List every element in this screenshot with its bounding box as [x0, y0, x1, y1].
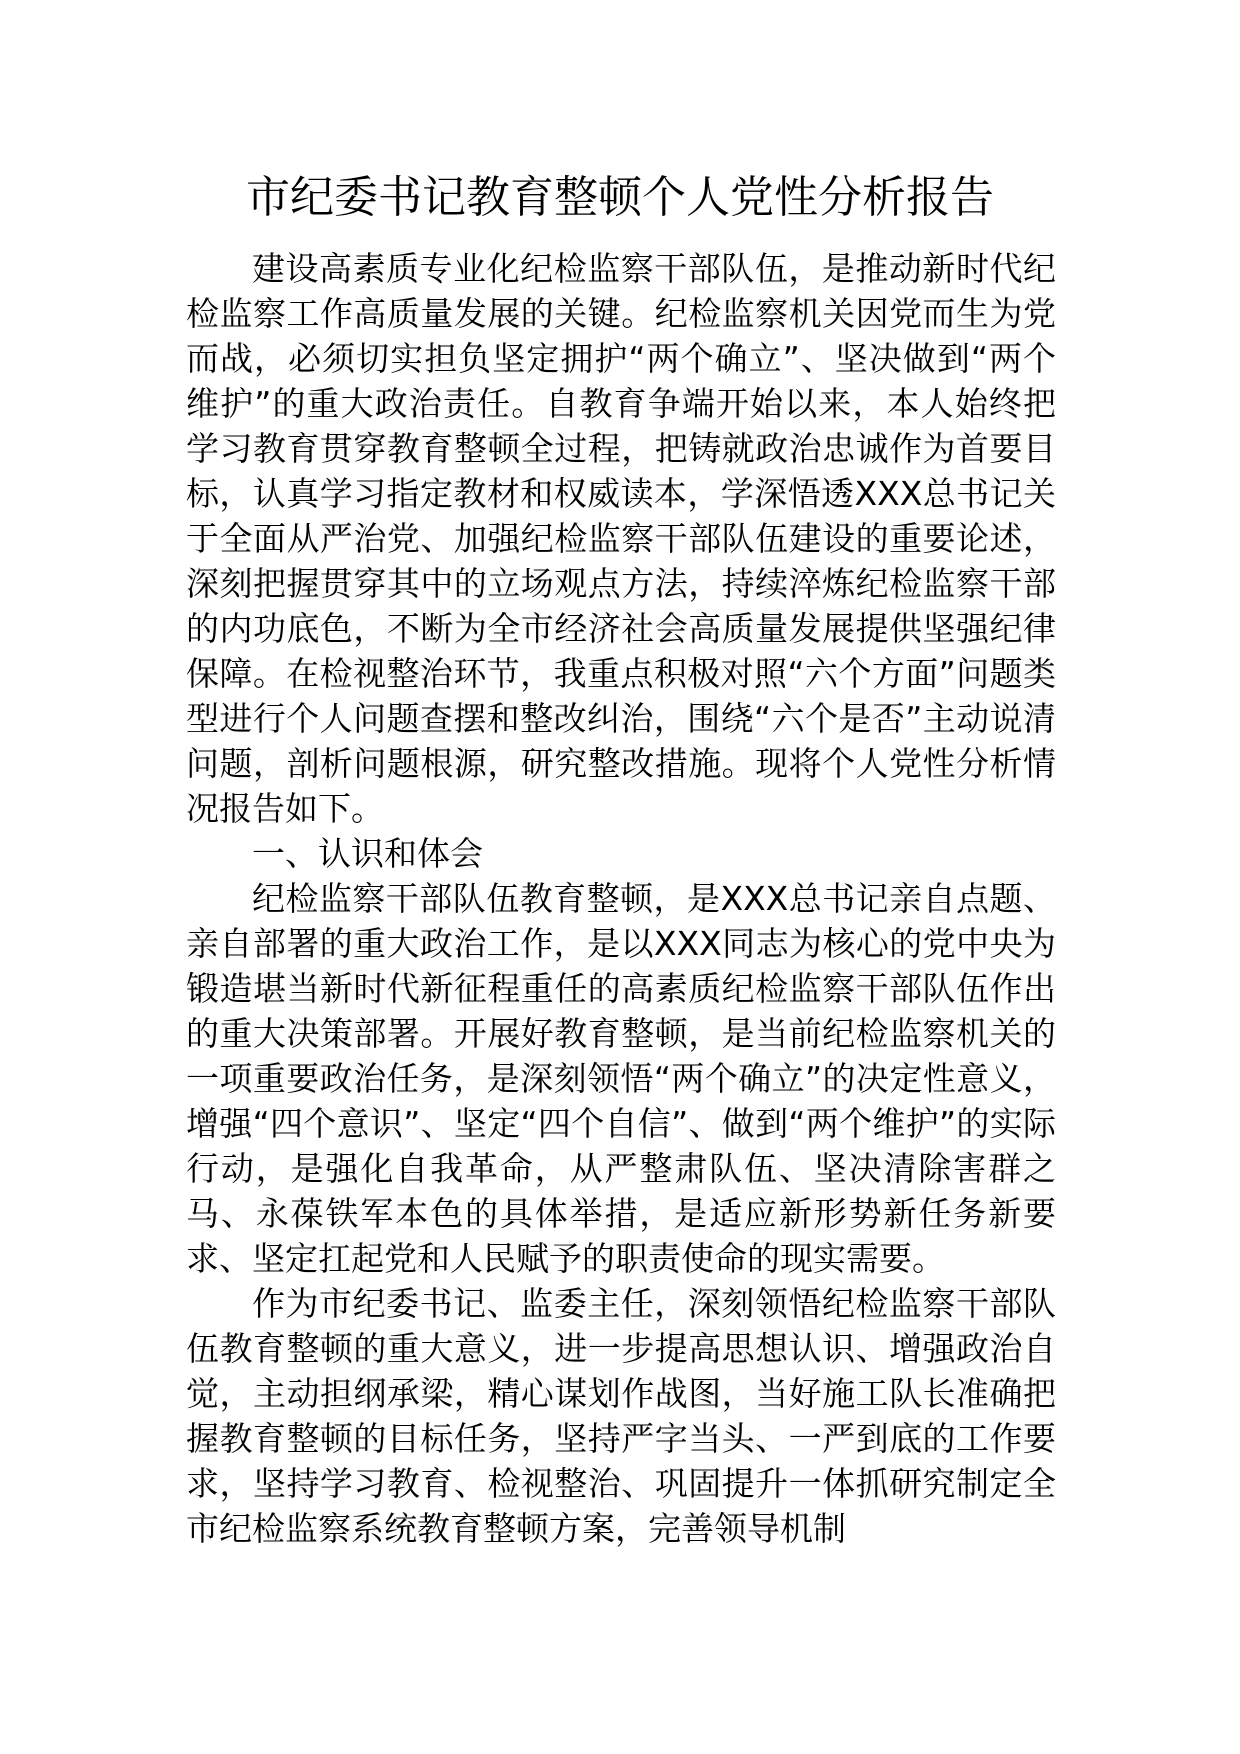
section-paragraph: 作为市纪委书记、监委主任，深刻领悟纪检监察干部队伍教育整顿的重大意义，进一步提高思想认识、增强政治自觉，主动担纲承梁，精心谋划作战图，当好施工队长准确把握教育整顿的目标任务，坚持严字当头、一严到底的工作要求，坚持学习教育、检视整治、巩固提升一体抓研究制定全市纪检监察系统教育整顿方案，完善领导机制	[186, 1284, 1056, 1548]
section-paragraph: 纪检监察干部队伍教育整顿，是XXX总书记亲自点题、亲自部署的重大政治工作，是以XXX同志为核心的党中央为锻造堪当新时代新征程重任的高素质纪检监察干部队伍作出的重大决策部署。开展好教育整顿，是当前纪检监察机关的一项重要政治任务，是深刻领悟“两个确立”的决定性意义，增强“四个意识”、坚定“四个自信”、做到“两个维护”的实际行动，是强化自我革命，从严整肃队伍、坚决清除害群之马、永葆铁军本色的具体举措，是适应新形势新任务新要求、坚定扛起党和人民赋予的职责使命的现实需要。	[186, 879, 1056, 1278]
section-heading: 一、认识和体会	[252, 834, 483, 873]
document-title: 市纪委书记教育整顿个人党性分析报告	[246, 172, 994, 223]
document-body	[186, 246, 1056, 1551]
intro-paragraph: 建设高素质专业化纪检监察干部队伍，是推动新时代纪检监察工作高质量发展的关键。纪检监察机关因党而生为党而战，必须切实担负坚定拥护“两个确立”、坚决做到“两个维护”的重大政治责任。自教育争端开始以来，本人始终把学习教育贯穿教育整顿全过程，把铸就政治忠诚作为首要目标，认真学习指定教材和权威读本，学深悟透XXX总书记关于全面从严治党、加强纪检监察干部队伍建设的重要论述，深刻把握贯穿其中的立场观点方法，持续淬炼纪检监察干部的内功底色，不断为全市经济社会高质量发展提供坚强纪律保障。在检视整治环节，我重点积极对照“六个方面”问题类型进行个人问题查摆和整改纠治，围绕“六个是否”主动说清问题，剖析问题根源，研究整改措施。现将个人党性分析情况报告如下。	[186, 249, 1056, 828]
